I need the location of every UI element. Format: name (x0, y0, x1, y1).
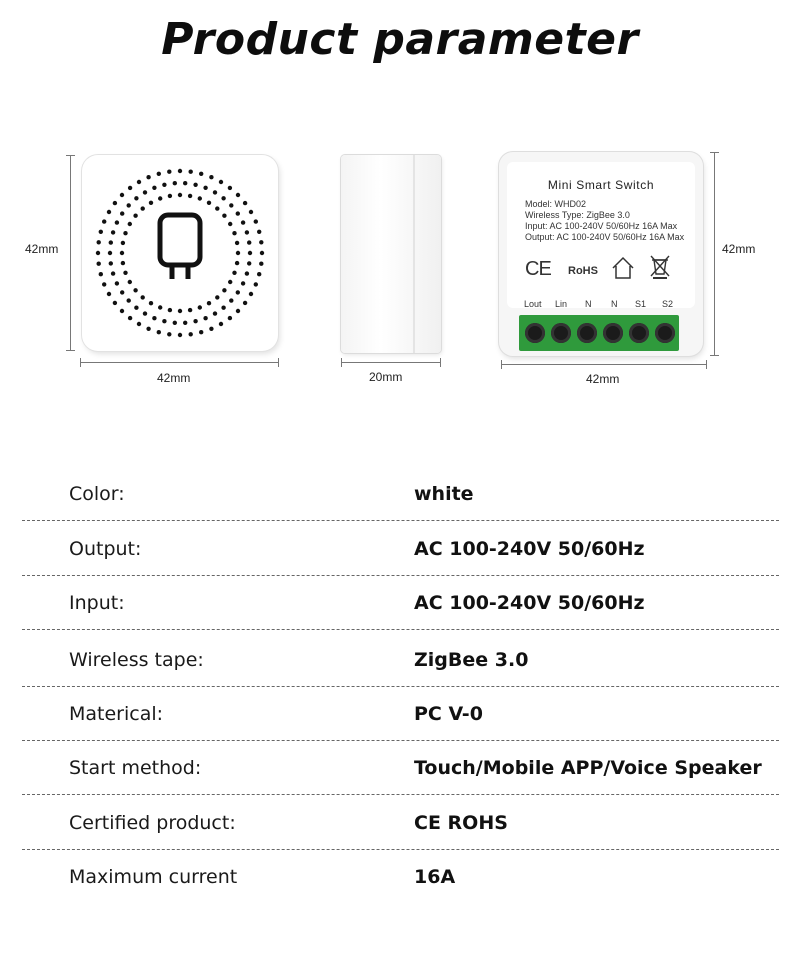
terminal-block (519, 315, 679, 351)
terminal-screw (655, 323, 675, 343)
row-divider (22, 520, 779, 521)
dimension-tick (278, 358, 279, 367)
terminal-screw (577, 323, 597, 343)
parameter-label: Input: (69, 592, 125, 614)
parameter-label: Certified product: (69, 812, 236, 834)
dimension-tick (706, 360, 707, 369)
parameter-label: Output: (69, 538, 142, 560)
terminal-screw (551, 323, 571, 343)
terminal-label: N (611, 299, 618, 309)
rohs-mark: RoHS (568, 265, 598, 277)
parameter-label: Materical: (69, 703, 164, 725)
parameter-row-start-method (22, 741, 779, 795)
parameter-row-color (22, 467, 779, 521)
device-wireless-type: Wireless Type: ZigBee 3.0 (525, 210, 630, 220)
row-divider (22, 629, 779, 630)
parameter-row-certification (22, 796, 779, 850)
dimension-tick (341, 358, 342, 367)
parameter-value: white (414, 483, 474, 505)
parameter-row-material (22, 687, 779, 741)
dimension-tick (710, 355, 719, 356)
dimension-tick (440, 358, 441, 367)
terminal-label: Lout (524, 299, 542, 309)
front-width-dimension-line (80, 362, 279, 363)
terminal-screw (525, 323, 545, 343)
side-width-dimension-line (341, 362, 441, 363)
dimension-tick (66, 350, 75, 351)
parameter-row-wireless (22, 633, 779, 687)
device-label-panel (507, 162, 695, 308)
back-width-dimension-line (501, 364, 707, 365)
parameter-label: Start method: (69, 757, 202, 779)
parameter-value: Touch/Mobile APP/Voice Speaker (414, 757, 762, 779)
dimension-tick (710, 152, 719, 153)
side-width-label: 20mm (369, 370, 403, 384)
terminal-label: Lin (555, 299, 568, 309)
side-seam (413, 155, 415, 353)
back-width-label: 42mm (586, 372, 620, 386)
parameter-row-input (22, 576, 779, 630)
device-back-view (499, 152, 703, 356)
parameter-value: ZigBee 3.0 (414, 649, 529, 671)
page-title: Product parameter (161, 14, 639, 65)
dimension-tick (501, 360, 502, 369)
front-height-label: 42mm (25, 242, 59, 256)
indoor-use-icon (610, 255, 636, 281)
parameter-value: AC 100-240V 50/60Hz (414, 538, 645, 560)
parameter-label: Maximum current (69, 866, 238, 888)
device-label-title: Mini Smart Switch (547, 178, 655, 192)
ce-mark: CE (525, 258, 551, 280)
back-height-label: 42mm (722, 242, 756, 256)
device-model: Model: WHD02 (525, 199, 587, 209)
parameter-value: 16A (414, 866, 456, 888)
dimension-tick (80, 358, 81, 367)
parameter-value: CE ROHS (414, 812, 508, 834)
parameter-label: Color: (69, 483, 125, 505)
parameter-row-output (22, 522, 779, 576)
parameter-value: AC 100-240V 50/60Hz (414, 592, 645, 614)
row-divider (22, 794, 779, 795)
device-side-view (341, 155, 441, 353)
terminal-label: S2 (662, 299, 674, 309)
device-output-spec: Output: AC 100-240V 50/60Hz 16A Max (525, 232, 685, 242)
device-input-spec: Input: AC 100-240V 50/60Hz 16A Max (525, 221, 678, 231)
back-height-dimension-line (714, 152, 715, 356)
terminal-screw (603, 323, 623, 343)
terminal-screw (629, 323, 649, 343)
front-width-label: 42mm (157, 371, 191, 385)
dimension-tick (66, 155, 75, 156)
parameter-label: Wireless tape: (69, 649, 204, 671)
touch-button-icon (82, 155, 278, 351)
terminal-label: N (585, 299, 592, 309)
terminal-label: S1 (635, 299, 647, 309)
weee-bin-icon (649, 254, 671, 280)
parameter-value: PC V-0 (414, 703, 483, 725)
front-height-dimension-line (70, 155, 71, 351)
parameter-row-max-current (22, 850, 779, 904)
device-front-view (82, 155, 278, 351)
